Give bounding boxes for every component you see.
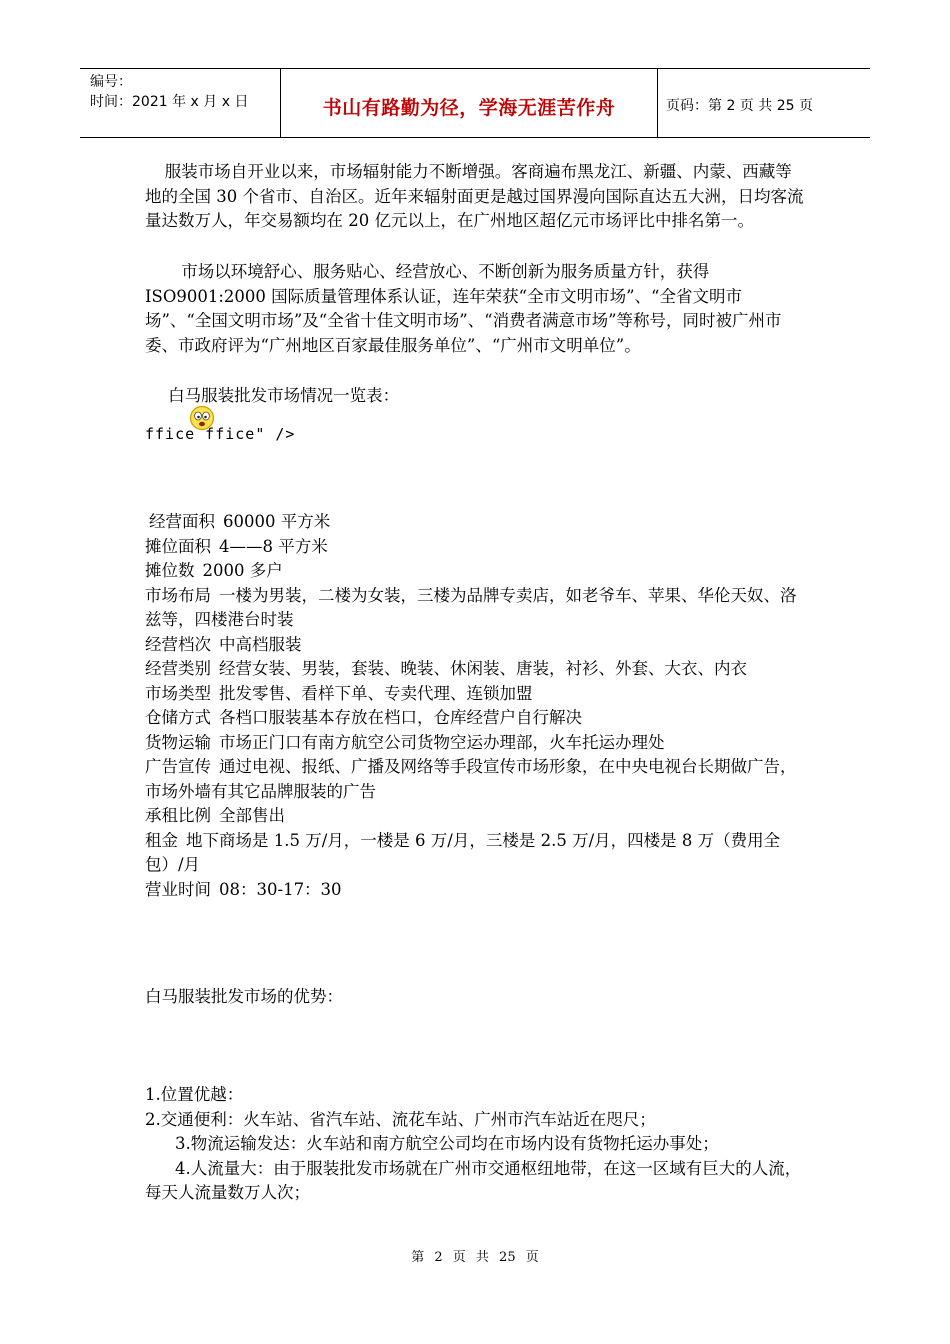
fact-key: 经营面积 (149, 512, 215, 531)
advantage-item: 4.人流量大：由于服装批发市场就在广州市交通枢纽地带，在这一区域有巨大的人流，每天人流量数万人次； (145, 1158, 802, 1202)
fact-value: 60000 平方米 (223, 512, 331, 531)
fact-row (145, 731, 805, 756)
fact-key: 市场类型 (145, 683, 211, 703)
facts-list (145, 510, 805, 902)
fact-row (145, 657, 805, 682)
fact-value: 经营女装、男装，套装、晚装、休闲装、唐装，衬衫、外套、大衣、内衣 (219, 659, 747, 678)
fact-value: 4——8 平方米 (219, 536, 328, 556)
intro-paragraph-1 (145, 160, 805, 234)
fact-row (145, 535, 805, 560)
fact-value: 中高档服装 (219, 634, 302, 654)
intro-paragraph-2 (145, 260, 805, 358)
fact-key: 货物运输 (145, 732, 211, 752)
fact-key: 租金 (145, 830, 178, 850)
fact-value: 地下商场是 1.5 万/月，一楼是 6 万/月，三楼是 2.5 万/月，四楼是 8 万（费用全包）/月 (145, 830, 781, 874)
advantage-item: 1.位置优越： (145, 1085, 244, 1104)
fact-key: 摊位数 (145, 561, 195, 580)
fact-key: 营业时间 (145, 879, 211, 899)
fact-row (145, 878, 805, 903)
fact-row (145, 633, 805, 658)
fact-key: 摊位面积 (145, 536, 211, 556)
fact-value: 批发零售、看样下单、专卖代理、连锁加盟 (219, 683, 533, 703)
fact-key: 市场布局 (145, 585, 211, 605)
advantage-item: 3.物流运输发达：火车站和南方航空公司均在市场内设有货物托运办事处； (175, 1134, 719, 1153)
fact-value: 一楼为男装，二楼为女装，三楼为品牌专卖店，如老爷车、苹果、华伦天奴、洛兹等，四楼港台时装 (145, 585, 797, 629)
advantages-title: 白马服装批发市场的优势： (145, 987, 343, 1006)
intro-paragraph-3 (145, 384, 805, 409)
page-footer: 第 2 页 共 25 页 (411, 1250, 539, 1265)
fact-row (145, 510, 805, 535)
header-meta-cell (80, 69, 281, 137)
fact-row (145, 755, 805, 804)
fact-key: 承租比例 (145, 806, 211, 825)
fact-row (145, 584, 805, 633)
fact-value: 2000 多户 (202, 561, 283, 580)
fact-value: 各档口服装基本存放在档口，仓库经营户自行解决 (219, 708, 582, 727)
fact-row (145, 559, 805, 584)
fact-key: 广告宣传 (145, 757, 211, 776)
document-header (80, 68, 870, 138)
fact-value: 全部售出 (219, 806, 285, 825)
fact-row (145, 682, 805, 707)
fact-value: 08：30-17：30 (219, 879, 342, 899)
intro-text-3: 白马服装批发市场情况一览表： (168, 386, 400, 405)
intro-text-2: 市场以环境舒心、服务贴心、经营放心、不断创新为服务质量方针，获得 ISO9001:2000 国际质量管理体系认证，连年荣获“全市文明市场”、“全省文明市场”、“全国文明市场”及“全省十佳文明市场”、“消费者满意市场”等称号，同时被广州市委、市政府评为“广州地区百家最佳服务单位”、“广州市文明单位”。 (145, 262, 782, 355)
document-time: 时间：2021 年 x 月 x 日 (90, 94, 249, 110)
code-fragment: ffice ffice" /> (145, 425, 296, 443)
fact-key: 经营档次 (145, 634, 211, 654)
page-info: 页码：第 2 页 共 25 页 (666, 98, 813, 114)
fact-key: 经营类别 (145, 659, 211, 678)
fact-row (145, 829, 805, 878)
fact-value: 市场正门口有南方航空公司货物空运办理部，火车托运办理处 (219, 732, 665, 752)
advantages-list (145, 1083, 805, 1206)
fact-row (145, 804, 805, 829)
fact-key: 仓储方式 (145, 708, 211, 727)
advantage-item: 2.交通便利：火车站、省汽车站、流花车站、广州市汽车站近在咫尺； (145, 1109, 656, 1129)
header-page-cell (658, 69, 870, 137)
header-motto-cell (281, 69, 658, 137)
fact-row (145, 706, 805, 731)
fact-value: 通过电视、报纸、广播及网络等手段宣传市场形象，在中央电视台长期做广告，市场外墙有其它品牌服装的广告 (145, 757, 797, 801)
intro-text-1: 服装市场自开业以来，市场辐射能力不断增强。客商遍布黑龙江、新疆、内蒙、西藏等地的全国 30 个省市、自治区。近年来辐射面更是越过国界漫向国际直达五大洲，日均客流量达数万人，年交易额均在 20 亿元以上，在广州地区超亿元市场评比中排名第一。 (145, 162, 804, 230)
motto-text: 书山有路勤为径，学海无涯苦作舟 (322, 97, 616, 119)
document-id-label: 编号： (90, 74, 132, 90)
